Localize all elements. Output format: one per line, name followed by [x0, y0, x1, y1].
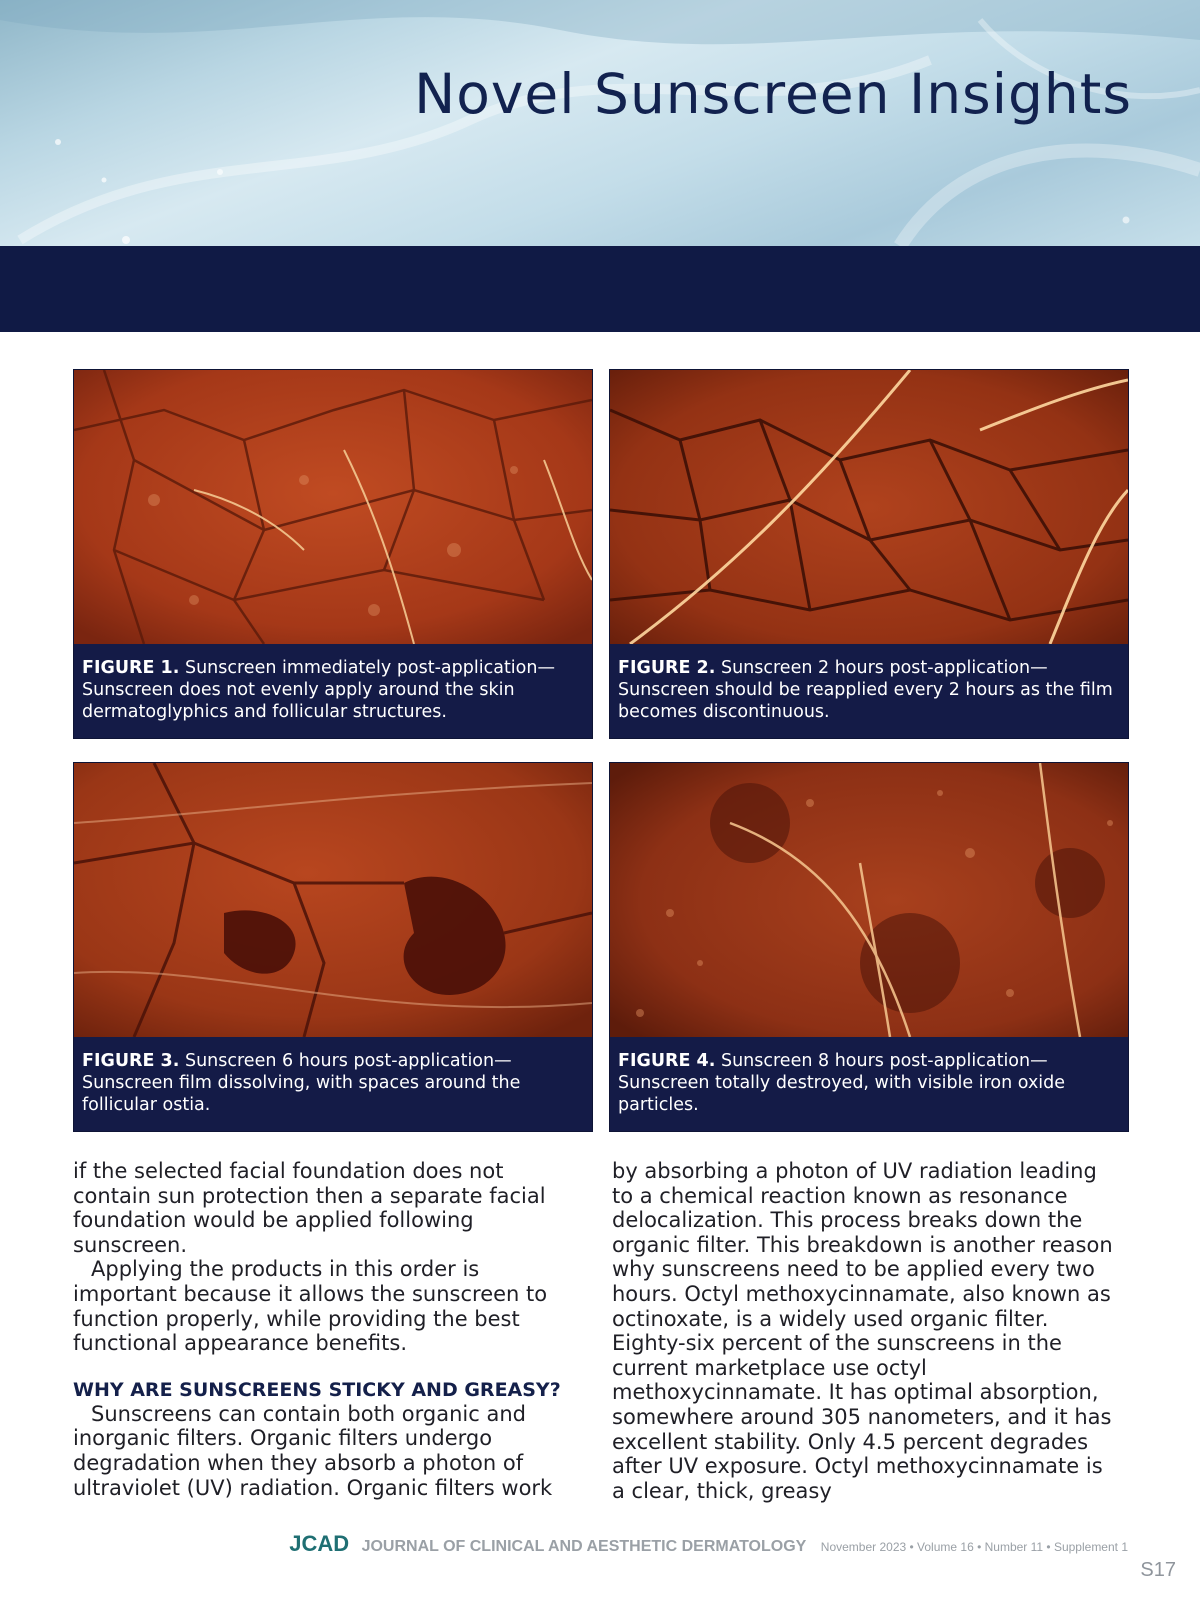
header-band	[0, 246, 1200, 332]
figure-3-caption	[74, 1037, 592, 1116]
figure-2	[609, 369, 1129, 739]
figure-3-micrograph	[74, 763, 592, 1037]
figure-2-micrograph	[610, 370, 1128, 644]
left-paragraph-2: Applying the products in this order is important because it allows the sunscreen to function properly, while providing the best functional appearance benefits.	[73, 1257, 548, 1356]
figure-3	[73, 762, 593, 1132]
left-column	[73, 1159, 573, 1500]
figure-4-caption	[610, 1037, 1128, 1116]
figure-1-micrograph	[74, 370, 592, 644]
figure-2-label: FIGURE 2.	[618, 658, 716, 678]
journal-logo: JCAD	[289, 1531, 350, 1556]
figure-1-caption	[74, 644, 592, 723]
footer	[0, 1531, 1128, 1557]
left-paragraph-1: if the selected facial foundation does not contain sun protection then a separate facial foundation would be applied following sunscreen.	[73, 1159, 546, 1257]
figure-4-micrograph	[610, 763, 1128, 1037]
figure-3-label: FIGURE 3.	[82, 1051, 180, 1071]
page-title: Novel Sunscreen Insights	[414, 62, 1132, 126]
issue-info: November 2023 • Volume 16 • Number 11 • Supplement 1	[820, 1540, 1128, 1554]
left-paragraph-3: Sunscreens can contain both organic and inorganic filters. Organic filters undergo degradation when they absorb a photon of ultraviolet (UV) radiation. Organic filters work	[73, 1401, 553, 1500]
figure-4-caption-text: Sunscreen 8 hours post-application—Sunscreen totally destroyed, with visible iron oxide particles.	[618, 1051, 1066, 1115]
page-number: S17	[1140, 1559, 1176, 1581]
figure-3-caption-text: Sunscreen 6 hours post-application—Sunscreen film dissolving, with spaces around the follicular ostia.	[82, 1051, 521, 1115]
figure-1-label: FIGURE 1.	[82, 658, 180, 678]
journal-name: JOURNAL OF CLINICAL AND AESTHETIC DERMATOLOGY	[361, 1538, 807, 1555]
section-heading: WHY ARE SUNSCREENS STICKY AND GREASY?	[73, 1378, 561, 1401]
figure-2-caption-text: Sunscreen 2 hours post-application—Sunscreen should be reapplied every 2 hours as the film becomes discontinuous.	[618, 658, 1113, 722]
figure-4-label: FIGURE 4.	[618, 1051, 716, 1071]
figure-2-caption	[610, 644, 1128, 723]
figure-1-caption-text: Sunscreen immediately post-application—Sunscreen does not evenly apply around the skin dermatoglyphics and follicular structures.	[82, 658, 555, 722]
right-paragraph-1: by absorbing a photon of UV radiation leading to a chemical reaction known as resonance delocalization. This process breaks down the organic filter. This breakdown is another reason why sunscreens need to be applied every two hours. Octyl methoxycinnamate, also known as octinoxate, is a widely used organic filter. Eighty-six percent of the sunscreens in the current marketplace use octyl methoxycinnamate. It has optimal absorption, somewhere around 305 nanometers, and it has excellent stability. Only 4.5 percent degrades after UV exposure. Octyl methoxycinnamate is a clear, thick, greasy	[612, 1159, 1113, 1503]
figure-1	[73, 369, 593, 739]
header-banner	[0, 0, 1200, 246]
figure-4	[609, 762, 1129, 1132]
right-column	[612, 1159, 1122, 1503]
